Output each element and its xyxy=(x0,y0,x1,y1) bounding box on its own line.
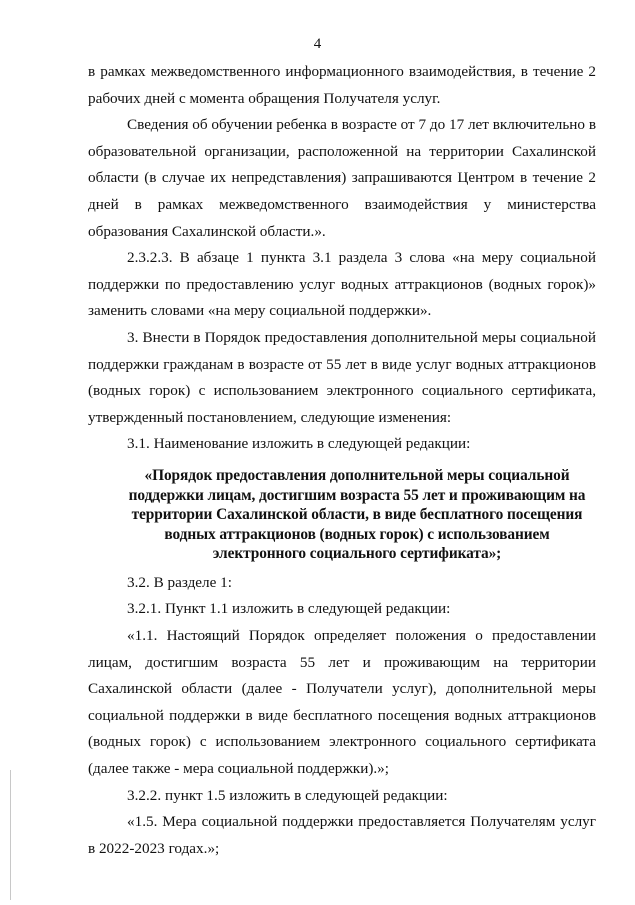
scan-edge-mark xyxy=(10,770,11,900)
paragraph-3-2: 3.2. В разделе 1: xyxy=(127,573,232,591)
paragraph-3-2-2: 3.2.2. пункт 1.5 изложить в следующей редакции: xyxy=(127,786,448,804)
paragraph-3-2-1: 3.2.1. Пункт 1.1 изложить в следующей редакции: xyxy=(127,600,451,618)
paragraph-continuation: в рамках межведомственного информационного взаимодействия, в течение 2 рабочих дней с момента обращения Получателя услуг. xyxy=(88,63,596,107)
new-title-bold: «Порядок предоставления дополнительной меры социальной поддержки лицам, достигшим возраста 55 лет и проживающим на территории Сахалинской области, в виде бесплатного посещения водных аттракционов (водных горок) с использованием электронного социального сертификата»; xyxy=(128,466,586,563)
paragraph-1-5-text: «1.5. Мера социальной поддержки предоставляется Получателям услуг в 2022-2023 годах.»; xyxy=(88,813,596,857)
document-body xyxy=(88,59,596,862)
paragraph-1-1-text: «1.1. Настоящий Порядок определяет положения о предоставлении лицам, достигшим возраста 55 лет и проживающим на территории Сахалинской области (далее - Получатели услуг), дополнительной меры социальной поддержки в виде бесплатного посещения водных аттракционов (водных горок) с использованием электронного социального сертификата (далее также - мера социальной поддержки).»; xyxy=(88,627,596,778)
paragraph-3: 3. Внести в Порядок предоставления дополнительной меры социальной поддержки гражданам в возрасте от 55 лет в виде услуг водных аттракционов (водных горок) с использованием электронного социального сертификата, утвержденный постановлением, следующие изменения: xyxy=(88,328,596,426)
paragraph-2-3-2-3: 2.3.2.3. В абзаце 1 пункта 3.1 раздела 3 слова «на меру социальной поддержки по предоставлению услуг водных аттракционов (водных горок)» заменить словами «на меру социальной поддержки». xyxy=(88,249,596,320)
paragraph-3-1: 3.1. Наименование изложить в следующей редакции: xyxy=(127,435,471,453)
page-number: 4 xyxy=(313,36,322,52)
paragraph-education-info: Сведения об обучении ребенка в возрасте от 7 до 17 лет включительно в образовательной организации, расположенной на территории Сахалинской области (в случае их непредставления) запрашиваются Центром в течение 2 дней в рамках межведомственного взаимодействия у министерства образования Сахалинской области.». xyxy=(88,116,596,240)
